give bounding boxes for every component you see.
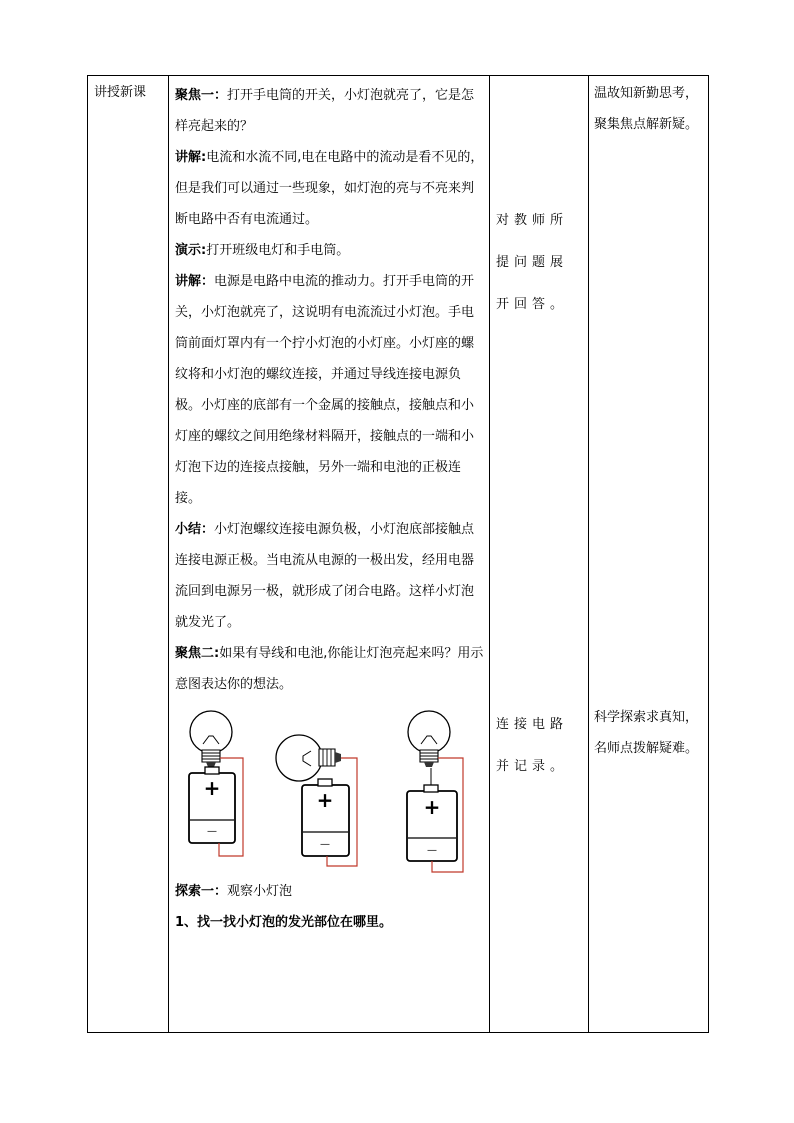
focus-one-text: 打开手电筒的开关，小灯泡就亮了，它是怎样亮起来的？: [175, 88, 475, 134]
summary-paragraph: [175, 514, 485, 638]
explain-two-keyword: 讲解：: [175, 274, 215, 289]
explain-two-text: 电源是电路中电流的推动力。打开手电筒的开关，小灯泡就亮了，这说明有电流流过小灯泡。手电筒前面灯罩内有一个拧小灯泡的小灯座。小灯座的螺纹将和小灯泡的螺纹连接，并通过导线连接电源负极。小灯座的底部有一个金属的接触点，接触点和小灯座的螺纹之间用绝缘材料隔开，接触点的一端和小灯泡下边的连接点接触，另外一端和电池的正极连接。: [175, 274, 475, 506]
teaching-content: [169, 76, 489, 938]
bulb-1-tip-icon: [206, 762, 216, 767]
content-cell: [169, 76, 490, 1033]
explore-one-text: 观察小灯泡: [227, 884, 293, 899]
battery-3-plus-sign: +: [423, 795, 441, 819]
summary-text: 小灯泡螺纹连接电源负极，小灯泡底部接触点连接电源正极。当电流从电源的一极出发，经用电器流回到电源另一极，就形成了闭合电路。这样小灯泡就发光了。: [175, 522, 475, 630]
design-intent: [589, 76, 708, 1032]
focus-two-paragraph: [175, 638, 485, 700]
task-one-paragraph: 1、找一找小灯泡的发光部位在哪里。: [175, 915, 393, 930]
demo-paragraph: [175, 235, 485, 266]
circuit-2: [276, 735, 357, 866]
bulb-2-tip-icon: [335, 752, 341, 763]
stage-label: 讲授新课: [94, 85, 147, 100]
explain-two-paragraph: [175, 266, 485, 514]
explain-one-keyword: 讲解:: [175, 150, 207, 165]
bulb-2-glass-icon: [276, 735, 322, 781]
student-activity-cell: [490, 76, 589, 1033]
circuit-illustration: [175, 706, 485, 876]
battery-2-minus-sign: —: [320, 839, 330, 850]
circuit-diagram-svg: [175, 706, 485, 876]
bulb-3-glass-icon: [408, 711, 450, 753]
circuit-3: [407, 711, 463, 872]
bulb-1-glass-icon: [190, 711, 232, 753]
bulb-3-tip-icon: [424, 762, 434, 767]
summary-keyword: 小结：: [175, 522, 215, 537]
battery-3-minus-sign: —: [427, 845, 437, 856]
design-intent-first: 温故知新勤思考，聚集焦点解新疑。: [594, 86, 699, 132]
explore-one-paragraph: [175, 876, 485, 907]
student-activity-answer: 对教师所提问题展开回答。: [496, 213, 569, 312]
battery-2-plus-sign: +: [316, 788, 334, 812]
explain-one-paragraph: [175, 142, 485, 235]
stage-cell: [88, 76, 169, 1033]
circuit-1: [189, 711, 243, 856]
student-activity-connect: 连接电路并记录。: [496, 717, 569, 774]
demo-keyword: 演示:: [175, 243, 207, 258]
focus-two-text: 如果有导线和电池,你能让灯泡亮起来吗？用示意图表达你的想法。: [175, 646, 484, 692]
student-activity: [490, 76, 588, 1032]
focus-one-paragraph: [175, 80, 485, 142]
explore-one-keyword: 探索一：: [175, 884, 228, 899]
battery-1-minus-sign: —: [207, 826, 217, 837]
demo-text: 打开班级电灯和手电筒。: [206, 243, 350, 258]
battery-1-plus-sign: +: [203, 776, 221, 800]
focus-one-keyword: 聚焦一：: [175, 88, 228, 103]
lesson-plan-table: [87, 75, 709, 1033]
explain-one-text: 电流和水流不同,电在电路中的流动是看不见的，但是我们可以通过一些现象，如灯泡的亮与不亮来判断电路中否有电流通过。: [175, 150, 484, 227]
battery-1-terminal-icon: [205, 767, 219, 774]
design-intent-second: 科学探索求真知，名师点拨解疑难。: [594, 710, 699, 756]
focus-two-keyword: 聚焦二:: [175, 646, 220, 661]
design-intent-cell: [589, 76, 709, 1033]
battery-2-terminal-icon: [318, 779, 332, 786]
table-row: [88, 76, 709, 1033]
battery-3-terminal-icon: [424, 785, 438, 792]
